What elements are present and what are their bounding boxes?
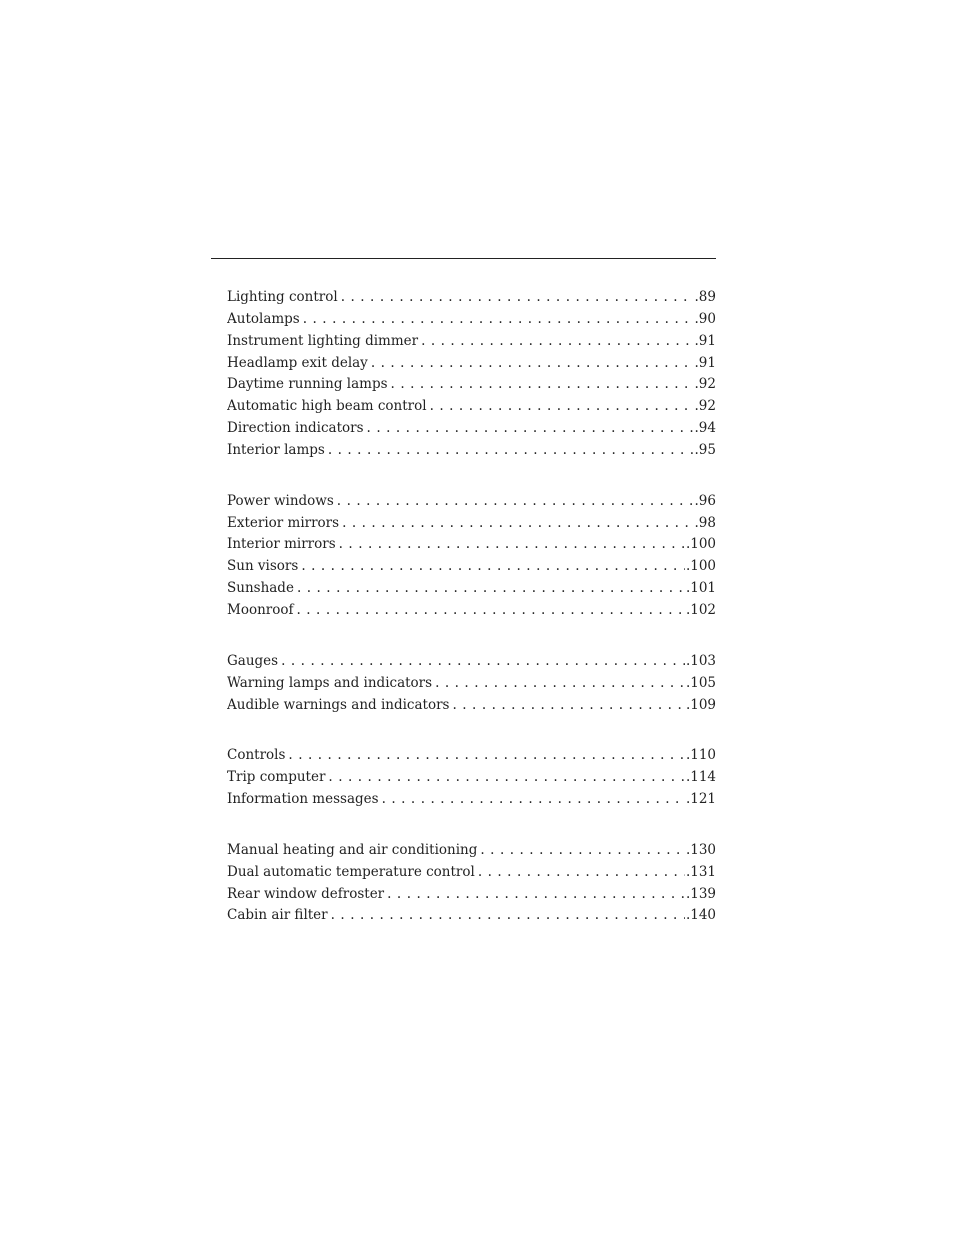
toc-entry[interactable] [227, 578, 716, 600]
toc-entry-title: Exterior mirrors [227, 514, 340, 531]
toc-entry-page: .130 [685, 841, 716, 858]
table-of-contents [227, 287, 716, 927]
toc-entry-page: .90 [694, 310, 716, 327]
toc-entry-title: Interior lamps [227, 441, 325, 458]
toc-entry[interactable] [227, 884, 716, 906]
toc-entry-page: .96 [694, 492, 716, 509]
dot-leader [296, 600, 684, 622]
toc-entry-page: .94 [694, 420, 716, 437]
dot-leader [303, 309, 694, 331]
toc-entry-title: Autolamps [227, 310, 300, 327]
toc-entry[interactable] [227, 287, 716, 309]
toc-entry-title: Trip computer [227, 769, 326, 786]
toc-entry[interactable] [227, 556, 716, 578]
toc-entry-title: Headlamp exit delay [227, 354, 368, 371]
toc-entry-page: .91 [694, 332, 716, 349]
toc-entry-title: Cabin air filter [227, 907, 328, 924]
toc-entry-title: Instrument lighting dimmer [227, 332, 419, 349]
dot-leader [281, 651, 685, 673]
toc-entry-page: .91 [694, 354, 716, 371]
dot-leader [480, 840, 685, 862]
toc-entry-title: Sunshade [227, 580, 294, 597]
dot-leader [452, 695, 684, 717]
toc-entry[interactable] [227, 309, 716, 331]
toc-entry-title: Controls [227, 747, 286, 764]
toc-entry[interactable] [227, 905, 716, 927]
toc-entry[interactable] [227, 651, 716, 673]
toc-entry[interactable] [227, 418, 716, 440]
toc-entry-page: .100 [685, 536, 716, 553]
toc-entry[interactable] [227, 491, 716, 513]
toc-entry[interactable] [227, 396, 716, 418]
toc-entry[interactable] [227, 862, 716, 884]
dot-leader [435, 673, 685, 695]
toc-entry-title: Audible warnings and indicators [227, 696, 450, 713]
dot-leader [328, 767, 685, 789]
toc-entry[interactable] [227, 440, 716, 462]
dot-leader [339, 534, 685, 556]
dot-leader [331, 905, 685, 927]
toc-entry-title: Warning lamps and indicators [227, 674, 433, 691]
toc-group-lighting [227, 287, 716, 462]
toc-entry-title: Gauges [227, 652, 279, 669]
dot-leader [288, 745, 685, 767]
toc-entry[interactable] [227, 600, 716, 622]
toc-entry[interactable] [227, 840, 716, 862]
toc-entry[interactable] [227, 695, 716, 717]
toc-entry-title: Interior mirrors [227, 536, 336, 553]
toc-entry-page: .100 [685, 558, 716, 575]
toc-entry-page: .102 [685, 601, 716, 618]
toc-entry-title: Moonroof [227, 601, 294, 618]
dot-leader [382, 789, 685, 811]
toc-entry-title: Rear window defroster [227, 885, 385, 902]
toc-entry-page: .110 [685, 747, 716, 764]
dot-leader [478, 862, 685, 884]
toc-entry-title: Power windows [227, 492, 334, 509]
toc-entry-page: .109 [685, 696, 716, 713]
toc-entry-title: Daytime running lamps [227, 376, 388, 393]
toc-group-information-displays [227, 745, 716, 811]
dot-leader [367, 418, 694, 440]
toc-entry-title: Manual heating and air conditioning [227, 841, 478, 858]
toc-entry-page: .95 [694, 441, 716, 458]
toc-entry[interactable] [227, 789, 716, 811]
dot-leader [342, 513, 693, 535]
toc-entry-page: .101 [685, 580, 716, 597]
dot-leader [391, 374, 694, 396]
dot-leader [297, 578, 685, 600]
toc-entry-page: .92 [694, 398, 716, 415]
dot-leader [421, 331, 693, 353]
toc-entry-page: .92 [694, 376, 716, 393]
dot-leader [430, 396, 694, 418]
dot-leader [371, 353, 694, 375]
toc-entry-title: Direction indicators [227, 420, 364, 437]
toc-entry-page: .105 [685, 674, 716, 691]
dot-leader [341, 287, 694, 309]
toc-entry-page: .121 [685, 791, 716, 808]
toc-entry[interactable] [227, 673, 716, 695]
toc-entry[interactable] [227, 534, 716, 556]
dot-leader [301, 556, 685, 578]
toc-entry-title: Dual automatic temperature control [227, 863, 475, 880]
toc-group-climate-control [227, 840, 716, 927]
toc-entry[interactable] [227, 374, 716, 396]
toc-entry[interactable] [227, 331, 716, 353]
toc-entry-page: .98 [694, 514, 716, 531]
toc-entry-page: .103 [685, 652, 716, 669]
toc-entry[interactable] [227, 767, 716, 789]
toc-entry-title: Automatic high beam control [227, 398, 427, 415]
toc-entry-page: .131 [685, 863, 716, 880]
header-rule [211, 258, 716, 259]
toc-entry-title: Sun visors [227, 558, 299, 575]
toc-entry-page: .139 [685, 885, 716, 902]
toc-entry[interactable] [227, 353, 716, 375]
toc-group-windows-mirrors [227, 491, 716, 622]
dot-leader [337, 491, 694, 513]
toc-entry-page: .114 [685, 769, 716, 786]
toc-entry[interactable] [227, 745, 716, 767]
dot-leader [387, 884, 685, 906]
toc-entry-title: Lighting control [227, 289, 338, 305]
toc-entry-title: Information messages [227, 791, 379, 808]
dot-leader [328, 440, 694, 462]
toc-group-instrument-cluster [227, 651, 716, 717]
toc-entry-page: .89 [694, 289, 716, 305]
toc-entry[interactable] [227, 513, 716, 535]
toc-entry-page: .140 [685, 907, 716, 924]
